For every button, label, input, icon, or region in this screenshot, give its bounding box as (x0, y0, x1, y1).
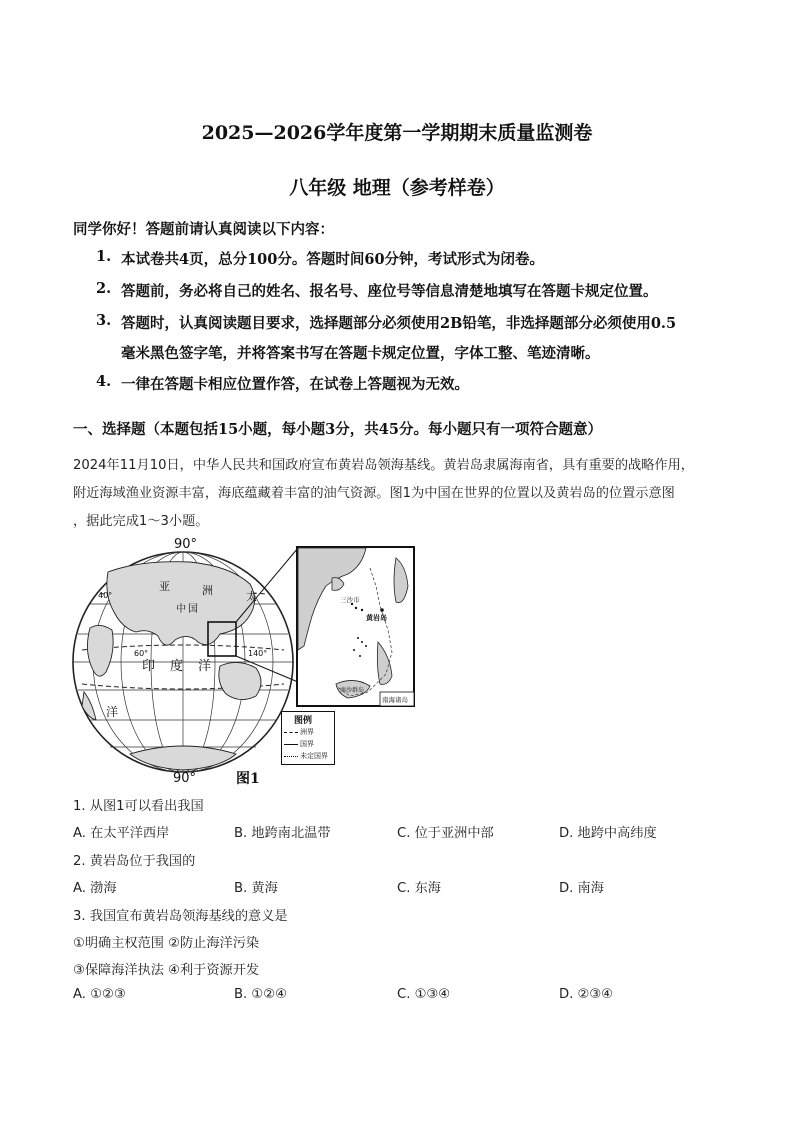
label-indian-3: 洋 (198, 659, 212, 674)
globe-top-label: 90° (174, 537, 198, 552)
label-lon-60: 60° (134, 649, 149, 658)
legend-item-undetermined-border (282, 750, 334, 762)
dotted-line-icon (284, 756, 298, 757)
question-2-option-b[interactable]: B. 黄海 (234, 881, 278, 896)
inset-label-south-sea-islands: 南海诸岛 (382, 696, 408, 704)
question-2-stem: 2. 黄岩岛位于我国的 (73, 854, 196, 869)
question-1-option-c[interactable]: C. 位于亚洲中部 (397, 826, 494, 841)
legend-label-continent: 洲界 (300, 728, 314, 736)
passage-line-3: ，据此完成1～3小题。 (73, 514, 209, 529)
label-asia-1: 亚 (159, 580, 170, 593)
legend-label-border: 国界 (300, 740, 314, 748)
label-china-1: 中 (176, 604, 186, 615)
question-1-stem: 1. 从图1可以看出我国 (73, 799, 204, 814)
instruction-text-2: 答题前，务必将自己的姓名、报名号、座位号等信息清楚地填写在答题卡规定位置。 (121, 283, 658, 300)
legend-item-national-border (282, 738, 334, 750)
question-2-option-d[interactable]: D. 南海 (559, 881, 604, 896)
south-china-sea-inset (296, 546, 416, 708)
label-lon-40: 40° (98, 591, 113, 600)
instruction-num-2: 2. (96, 280, 112, 297)
instruction-num-1: 1. (96, 248, 112, 265)
exam-subtitle: 八年级 地理（参考样卷） (289, 177, 505, 199)
dashed-line-icon (284, 732, 298, 733)
question-3-option-d[interactable]: D. ②③④ (559, 987, 614, 1002)
label-ocean-left: 洋 (106, 705, 119, 719)
inset-label-nansha: 南沙群岛 (340, 687, 365, 694)
passage-line-2: 附近海域渔业资源丰富，海底蕴藏着丰富的油气资源。图1为中国在世界的位置以及黄岩岛的位置示意图 (73, 486, 675, 501)
exam-title: 2025—2026学年度第一学期期末质量监测卷 (201, 122, 593, 144)
question-1-option-a[interactable]: A. 在太平洋西岸 (73, 826, 170, 841)
label-lon-140: 140° (248, 649, 268, 658)
inset-label-sansha: 三沙市 (340, 596, 360, 604)
inset-label-huangyan: 黄岩岛 (366, 614, 387, 622)
instruction-text-4: 一律在答题卡相应位置作答，在试卷上答题视为无效。 (121, 376, 469, 393)
instruction-num-4: 4. (96, 373, 112, 390)
passage-line-1: 2024年11月10日，中华人民共和国政府宣布黄岩岛领海基线。黄岩岛隶属海南省，具有重要的战略作用， (73, 458, 694, 473)
legend-title: 图例 (294, 716, 313, 726)
instruction-text-3: 答题时，认真阅读题目要求，选择题部分必须使用2B铅笔，非选择题部分必须使用0.5 (121, 315, 677, 332)
question-1-option-d[interactable]: D. 地跨中高纬度 (559, 826, 657, 841)
question-3-option-c[interactable]: C. ①③④ (397, 987, 451, 1002)
question-3-stem: 3. 我国宣布黄岩岛领海基线的意义是 (73, 909, 288, 924)
question-3-line-2: ③保障海洋执法 ④利于资源开发 (73, 963, 260, 978)
instructions-intro: 同学你好！答题前请认真阅读以下内容： (73, 221, 334, 238)
label-indian-2: 度 (170, 659, 184, 674)
question-3-line-1: ①明确主权范围 ②防止海洋污染 (73, 936, 260, 951)
question-3-option-b[interactable]: B. ①②④ (234, 987, 287, 1002)
instruction-num-3: 3. (96, 312, 112, 329)
instruction-text-1: 本试卷共4页，总分100分。答题时间60分钟，考试形式为闭卷。 (121, 251, 545, 268)
legend-label-undetermined: 未定国界 (300, 752, 328, 760)
label-asia-2: 洲 (202, 584, 213, 597)
map-legend (281, 711, 335, 765)
question-2-option-c[interactable]: C. 东海 (397, 881, 441, 896)
question-1-option-b[interactable]: B. 地跨南北温带 (234, 826, 331, 841)
figure-caption: 图1 (236, 771, 260, 787)
label-pacific: 太 (246, 590, 257, 603)
instruction-text-3-cont: 毫米黑色签字笔，并将答案书写在答题卡规定位置，字体工整、笔迹清晰。 (121, 345, 600, 362)
question-3-option-a[interactable]: A. ①②③ (73, 987, 126, 1002)
label-china-2: 国 (188, 604, 198, 615)
globe-bottom-label: 90° (173, 771, 197, 786)
legend-item-continent-boundary (282, 726, 334, 738)
question-2-option-a[interactable]: A. 渤海 (73, 881, 117, 896)
label-indian-1: 印 (142, 659, 156, 674)
section-heading: 一、选择题（本题包括15小题，每小题3分，共45分。每小题只有一项符合题意） (73, 421, 602, 438)
solid-line-icon (284, 744, 298, 745)
